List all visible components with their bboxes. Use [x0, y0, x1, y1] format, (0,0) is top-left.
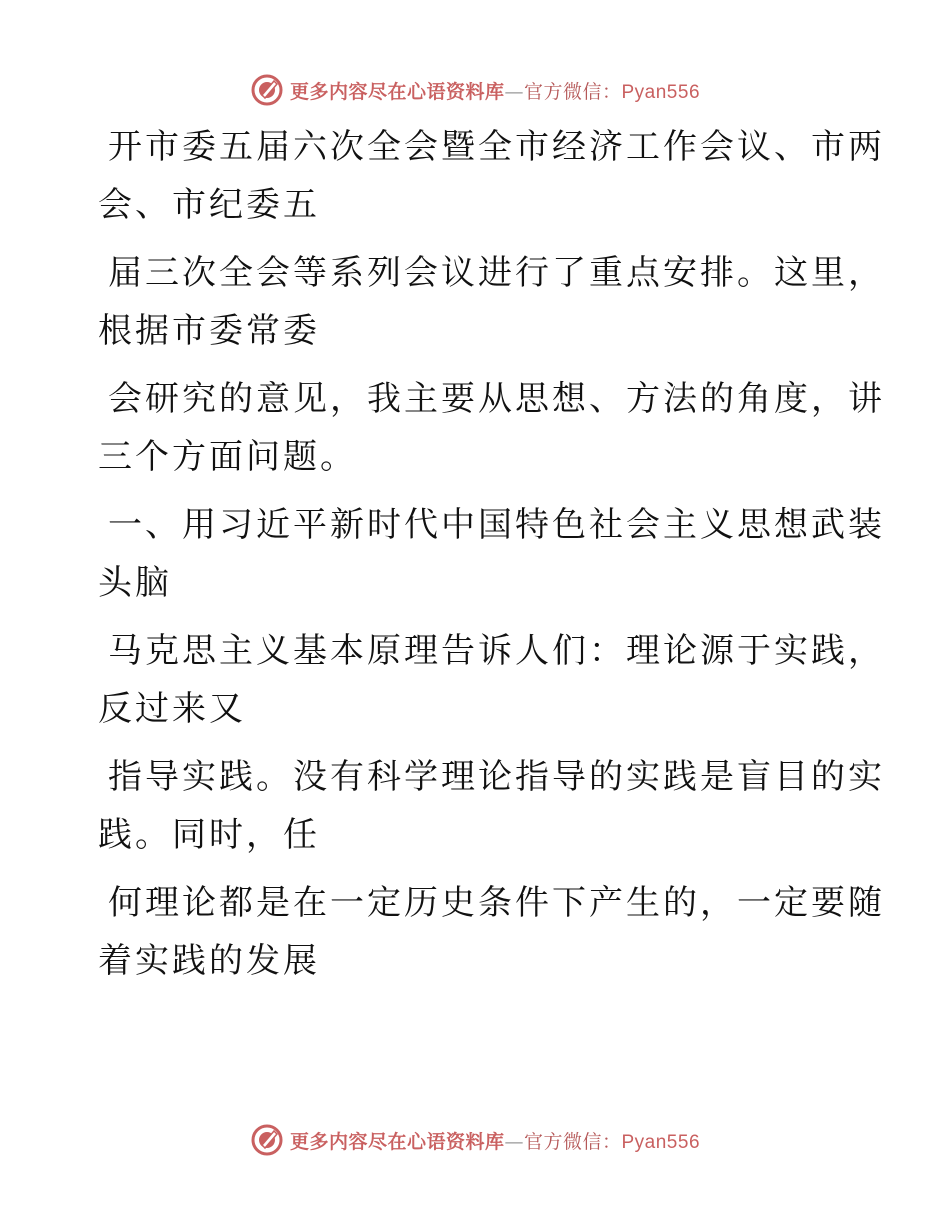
paragraph-line: 马克思主义基本原理告诉人们：理论源于实践， — [108, 631, 885, 671]
footer-watermark-text — [290, 1127, 700, 1154]
watermark-brand: 更多内容尽在心语资料库 — [289, 80, 505, 103]
paragraph-line: 着实践的发展 — [98, 941, 320, 981]
paragraph — [98, 748, 885, 864]
paragraph-line: 头脑 — [98, 563, 172, 603]
header-watermark-text — [290, 77, 700, 104]
watermark-wechat-id: Pyan556 — [621, 81, 701, 103]
pen-logo-icon — [250, 1123, 284, 1157]
watermark-brand: 更多内容尽在心语资料库 — [289, 1130, 505, 1153]
paragraph-line: 反过来又 — [98, 689, 246, 729]
paragraph-line: 践。同时，任 — [98, 815, 320, 855]
paragraph-line: 指导实践。没有科学理论指导的实践是盲目的实 — [108, 757, 885, 797]
paragraph — [98, 244, 885, 360]
paragraph-line: 届三次全会等系列会议进行了重点安排。这里， — [108, 253, 885, 293]
pen-logo-icon — [250, 73, 284, 107]
paragraph — [98, 622, 885, 738]
watermark-official-label: 官方微信： — [523, 80, 622, 103]
paragraph-line: 会研究的意见，我主要从思想、方法的角度，讲 — [108, 379, 885, 419]
paragraph — [98, 874, 885, 990]
document-body — [98, 118, 885, 1000]
watermark-separator: — — [504, 80, 524, 103]
paragraph-line: 会、市纪委五 — [98, 185, 320, 225]
watermark-separator: — — [504, 1130, 524, 1153]
section-heading — [98, 496, 885, 612]
footer-watermark — [0, 1120, 950, 1160]
paragraph-line: 根据市委常委 — [98, 311, 320, 351]
paragraph — [98, 118, 885, 234]
paragraph-line: 一、用习近平新时代中国特色社会主义思想武装 — [108, 505, 885, 545]
watermark-official-label: 官方微信： — [523, 1130, 622, 1153]
paragraph-line: 开市委五届六次全会暨全市经济工作会议、市两 — [108, 127, 885, 167]
watermark-wechat-id: Pyan556 — [621, 1131, 701, 1153]
paragraph-line: 何理论都是在一定历史条件下产生的，一定要随 — [108, 883, 885, 923]
paragraph-line: 三个方面问题。 — [98, 437, 357, 477]
header-watermark — [0, 70, 950, 110]
paragraph — [98, 370, 885, 486]
